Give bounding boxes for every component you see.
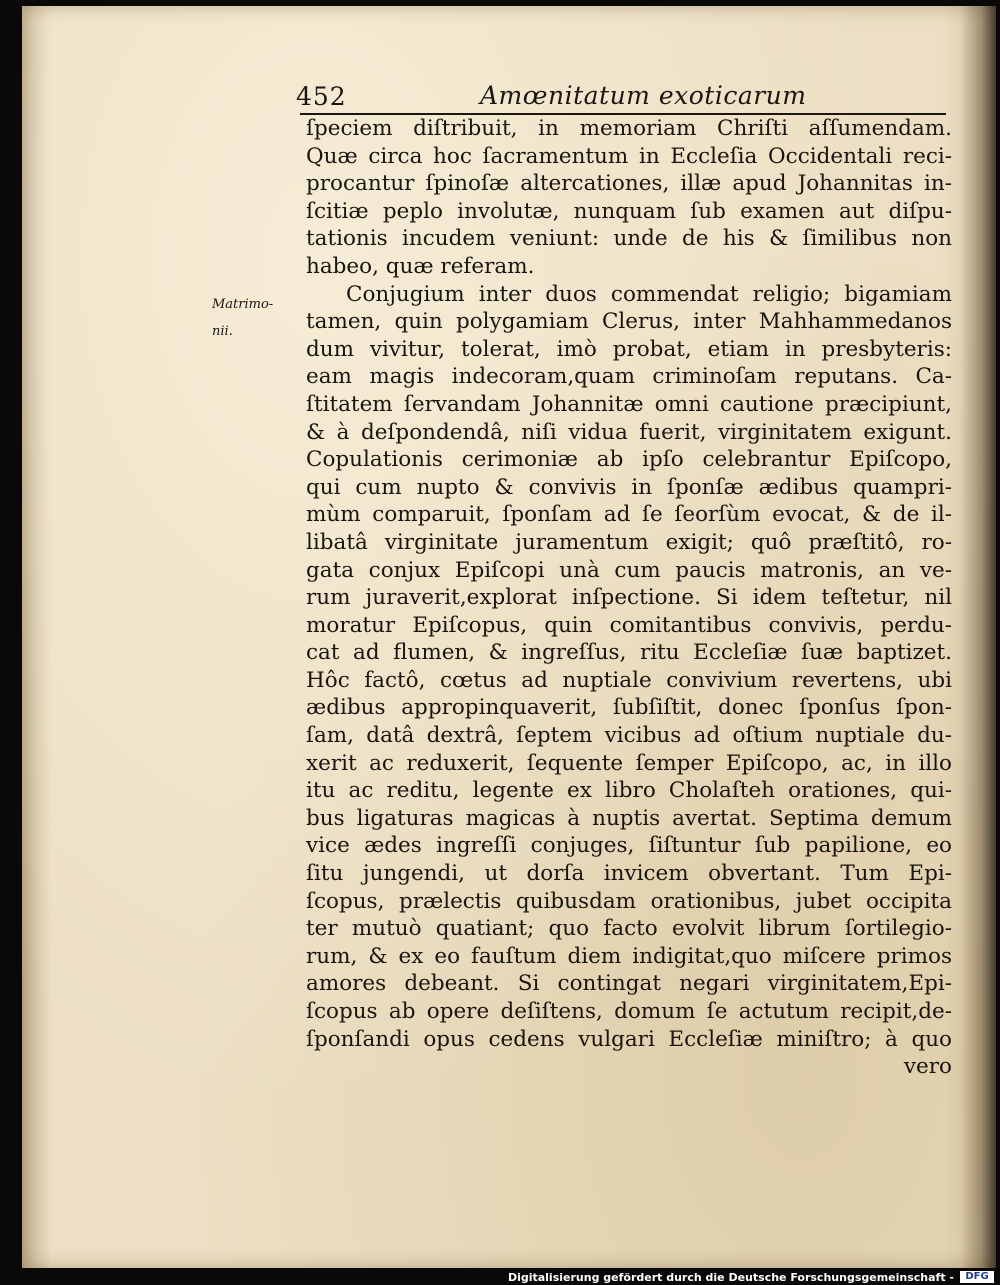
- running-head: [296, 78, 946, 114]
- text-line: cat ad flumen, & ingreſſus, ritu Eccleſiæ ſuæ baptizet.: [306, 640, 952, 666]
- catchword: vero: [903, 1054, 952, 1080]
- text-line: & à deſpondendâ, niſi vidua fuerit, virginitatem exigunt.: [306, 419, 952, 445]
- running-title: Amœnitatum exoticarum: [480, 81, 807, 110]
- text-line: Copulationis cerimoniæ ab ipſo celebrantur Epiſcopo,: [306, 447, 952, 473]
- text-line: rum juraverit,explorat inſpectione. Si idem teſtetur, nil: [306, 585, 952, 611]
- text-line: Hôc factô, cœtus ad nuptiale convivium revertens, ubi: [306, 667, 952, 693]
- page-number: 452: [296, 82, 347, 111]
- text-line: habeo, quæ referam.: [306, 253, 535, 279]
- text-line: ſcitiæ peplo involutæ, nunquam ſub examen aut diſpu-: [306, 198, 952, 224]
- text-line: eam magis indecoram,quam criminoſam reputans. Ca-: [306, 364, 952, 390]
- text-line: moratur Epiſcopus, quin comitantibus convivis, perdu-: [306, 612, 952, 638]
- text-line: ædibus appropinquaverit, ſubſiſtit, donec ſponſus ſpon-: [306, 695, 952, 721]
- text-line: bus ligaturas magicas à nuptis avertat. Septima demum: [306, 805, 952, 831]
- digitization-credit: Digitalisierung gefördert durch die Deutsche Forschungsgemeinschaft -: [507, 1271, 954, 1284]
- text-line: vice ædes ingreſſi conjuges, ſiſtuntur ſub papilione, eo: [306, 833, 952, 859]
- text-line: tationis incudem veniunt: unde de his & ſimilibus non: [306, 226, 952, 252]
- text-line: mùm comparuit, ſponſam ad ſe ſeorſùm evocat, & de il-: [306, 502, 952, 528]
- text-line: itu ac reditu, legente ex libro Cholaſteh orationes, qui-: [306, 778, 952, 804]
- text-line: ſponſandi opus cedens vulgari Eccleſiæ miniſtro; à quo: [306, 1026, 952, 1052]
- text-line: ſcopus, prælectis quibusdam orationibus, jubet occipita: [306, 888, 952, 914]
- text-line: ſtitatem ſervandam Johannitæ omni cautione præcipiunt,: [306, 391, 952, 417]
- text-line: Quæ circa hoc ſacramentum in Eccleſia Occidentali reci-: [306, 143, 952, 169]
- page-fold-shadow: [960, 6, 996, 1268]
- text-line: Conjugium inter duos commendat religio; bigamiam: [346, 281, 952, 307]
- marginal-note-line: nii.: [212, 324, 233, 339]
- text-line: rum, & ex eo fauſtum diem indigitat,quo miſcere primos: [306, 943, 952, 969]
- text-line: libatâ virginitate juramentum exigit; quô præſtitô, ro-: [306, 529, 952, 555]
- dfg-logo: DFG: [960, 1271, 994, 1283]
- text-line: procantur ſpinoſæ altercationes, illæ apud Johannitas in-: [306, 171, 952, 197]
- text-line: ſitu jungendi, ut dorſa invicem obvertant. Tum Epi-: [306, 861, 952, 887]
- text-line: gata conjux Epiſcopi unà cum paucis matronis, an ve-: [306, 557, 952, 583]
- text-line: ter mutuò quatiant; quo facto evolvit librum ſortilegio-: [306, 916, 952, 942]
- text-line: xerit ac reduxerit, ſequente ſemper Epiſcopo, ac, in illo: [306, 750, 952, 776]
- text-line: qui cum nupto & convivis in ſponſæ ædibus quampri-: [306, 474, 952, 500]
- body-text: [306, 115, 952, 1081]
- text-line: dum vivitur, tolerat, imò probat, etiam in presbyteris:: [306, 336, 952, 362]
- text-line: ſpeciem diſtribuit, in memoriam Chriſti aſſumendam.: [306, 116, 952, 141]
- text-line: ſam, datâ dextrâ, ſeptem vicibus ad oſtium nuptiale du-: [306, 723, 952, 749]
- text-line: ſcopus ab opere deſiſtens, domum ſe actutum recipit,de-: [306, 999, 952, 1024]
- text-line: tamen, quin polygamiam Clerus, inter Mahhammedanos: [306, 309, 952, 335]
- marginal-note: [212, 291, 292, 345]
- text-line: amores debeant. Si contingat negari virginitatem,Epi-: [306, 971, 952, 997]
- marginal-note-line: Matrimo-: [212, 297, 274, 312]
